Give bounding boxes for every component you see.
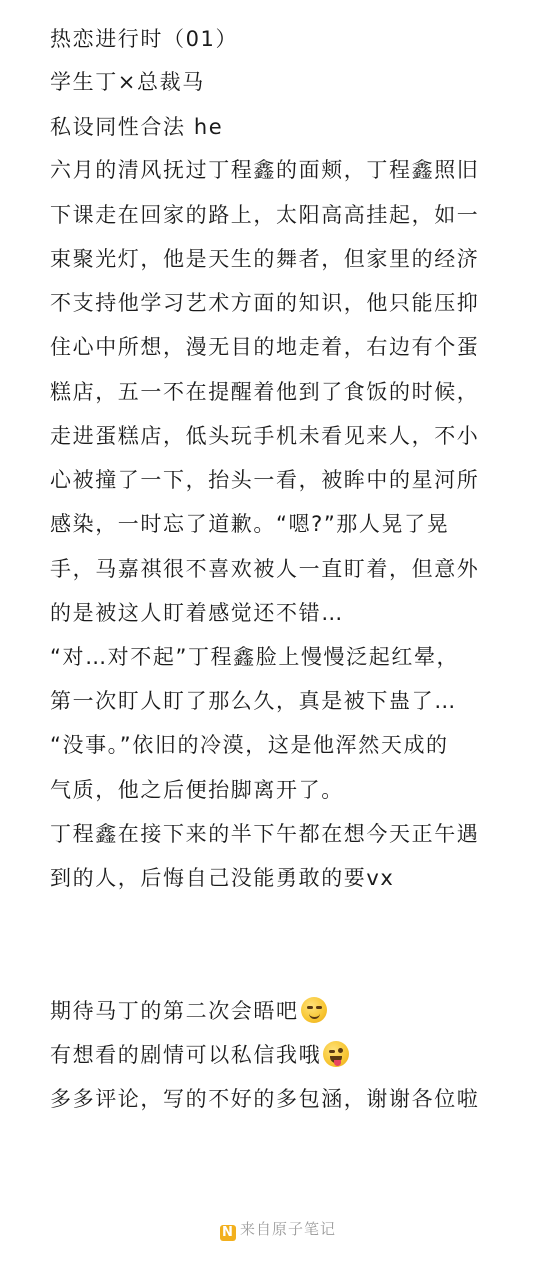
story-line: 到的人，后悔自己没能勇敢的要vx: [50, 866, 395, 890]
story-line: 气质，他之后便抬脚离开了。: [50, 778, 344, 802]
story-line: 下课走在回家的路上，太阳高高挂起，如一: [50, 203, 480, 227]
afterword-text: 期待马丁的第二次会晤吧: [50, 999, 299, 1023]
pairing-line: 学生丁×总裁马: [50, 70, 205, 94]
story-line: 糕店，五一不在提醒着他到了食饭的时候，: [50, 380, 480, 404]
story-line: 不支持他学习艺术方面的知识，他只能压抑: [50, 291, 480, 315]
story-line: 住心中所想，漫无目的地走着，右边有个蛋: [50, 335, 480, 359]
smirk-emoji-icon: [301, 997, 327, 1023]
story-line: 丁程鑫在接下来的半下午都在想今天正午遇: [50, 822, 480, 846]
story-line: “对…对不起”丁程鑫脸上慢慢泛起红晕，: [50, 645, 460, 669]
story-line: 走进蛋糕店，低头玩手机未看见来人，不小: [50, 424, 480, 448]
story-line: 的是被这人盯着感觉还不错…: [50, 601, 344, 625]
story-line: 感染，一时忘了道歉。“嗯?”那人晃了晃: [50, 512, 450, 536]
story-line: 心被撞了一下，抬头一看，被眸中的星河所: [50, 468, 480, 492]
winking-tongue-emoji-icon: [323, 1041, 349, 1067]
app-logo-icon: N: [220, 1225, 236, 1241]
story-line: 第一次盯人盯了那么久，真是被下蛊了…: [50, 689, 457, 713]
story-line: 束聚光灯，他是天生的舞者，但家里的经济: [50, 247, 480, 271]
story-line: 手，马嘉祺很不喜欢被人一直盯着，但意外: [50, 557, 480, 581]
setting-line: 私设同性合法 he: [50, 115, 224, 139]
afterword-line: [50, 1040, 520, 1070]
story-line: 六月的清风抚过丁程鑫的面颊，丁程鑫照旧: [50, 158, 480, 182]
source-text: 来自原子笔记: [239, 1220, 336, 1238]
story-title: 热恋进行时（01）: [50, 27, 239, 51]
afterword-text: 有想看的剧情可以私信我哦: [50, 1043, 322, 1067]
afterword-line: [50, 996, 520, 1026]
story-line: “没事。”依旧的冷漠，这是他浑然天成的: [50, 733, 449, 757]
afterword-line: 多多评论，写的不好的多包涵，谢谢各位啦: [50, 1087, 480, 1111]
source-footer: [0, 1218, 556, 1241]
